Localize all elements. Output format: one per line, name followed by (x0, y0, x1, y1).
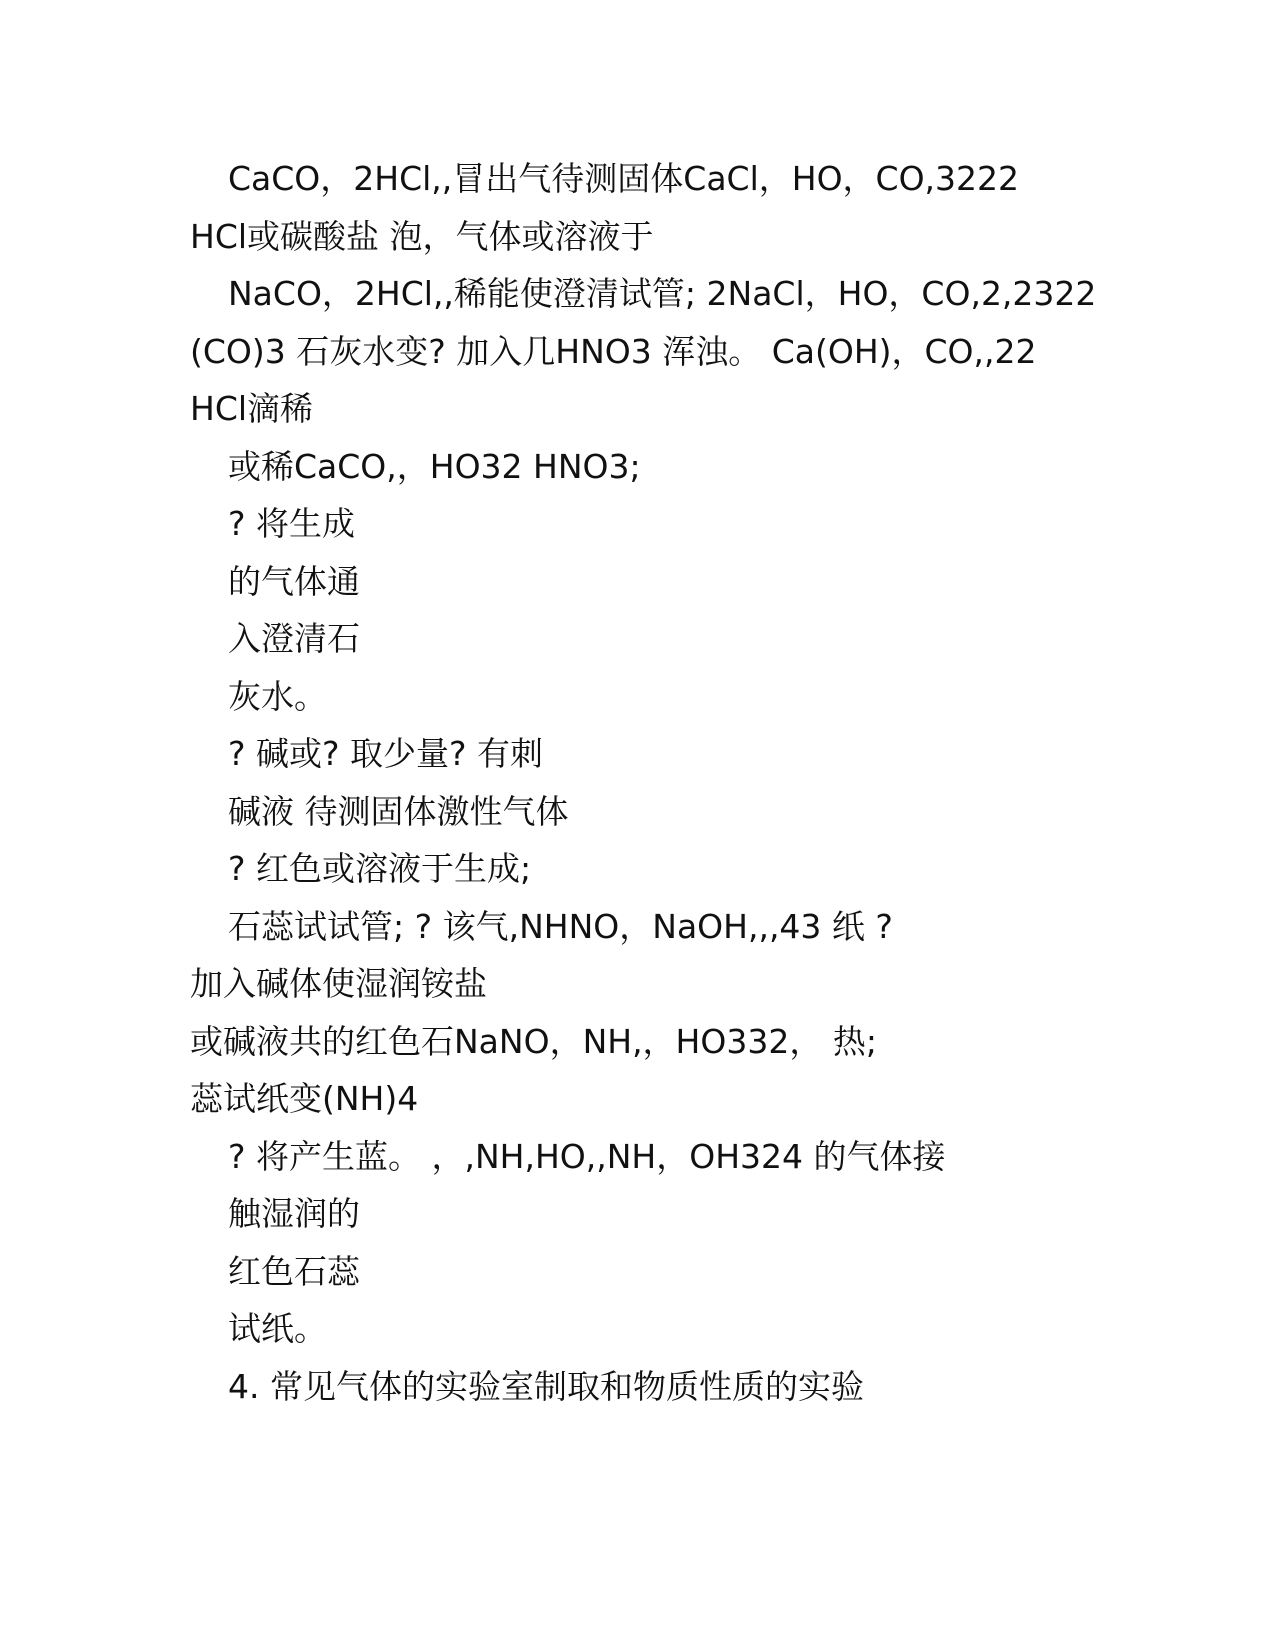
document-body (190, 150, 1097, 1415)
text-line: 红色石蕊 (228, 1251, 360, 1291)
text-line: 灰水。 (228, 676, 327, 716)
text-line: 触湿润的 (228, 1194, 360, 1233)
text-line: (CO)3 石灰水变? 加入几HNO3 浑浊。 Ca(OH)，CO,,22 (190, 331, 1037, 371)
text-line: 或碱液共的红色石NaNO，NH,，HO332， 热; (190, 1021, 877, 1061)
text-line: 石蕊试试管; ? 该气,NHNO，NaOH,,,43 纸 ? (228, 906, 893, 946)
text-line: ? 将产生蓝。 ，,NH,HO,,NH，OH324 的气体接 (228, 1136, 946, 1176)
text-line: 蕊试纸变(NH)4 (190, 1079, 419, 1118)
text-line: CaCO，2HCl,,冒出气待测固体CaCl，HO，CO,3222 (228, 159, 1020, 198)
text-line: ? 红色或溶液于生成; (228, 849, 532, 888)
text-line: HCl或碳酸盐 泡，气体或溶液于 (190, 216, 654, 256)
text-line: ? 将生成 (228, 504, 356, 543)
text-line: 试纸。 (228, 1309, 327, 1348)
text-line: 入澄清石 (228, 619, 360, 658)
text-line: ? 碱或? 取少量? 有刺 (228, 734, 544, 773)
text-line: HCl滴稀 (190, 389, 314, 428)
text-line: NaCO，2HCl,,稀能使澄清试管; 2NaCl，HO，CO,2,2322 (228, 274, 1097, 313)
text-line: 碱液 待测固体激性气体 (228, 791, 569, 831)
text-line: 或稀CaCO,，HO32 HNO3; (228, 446, 641, 486)
text-line: 加入碱体使湿润铵盐 (190, 964, 487, 1003)
text-line: 的气体通 (228, 561, 360, 601)
section-heading: 4. 常见气体的实验室制取和物质性质的实验 (228, 1366, 864, 1406)
